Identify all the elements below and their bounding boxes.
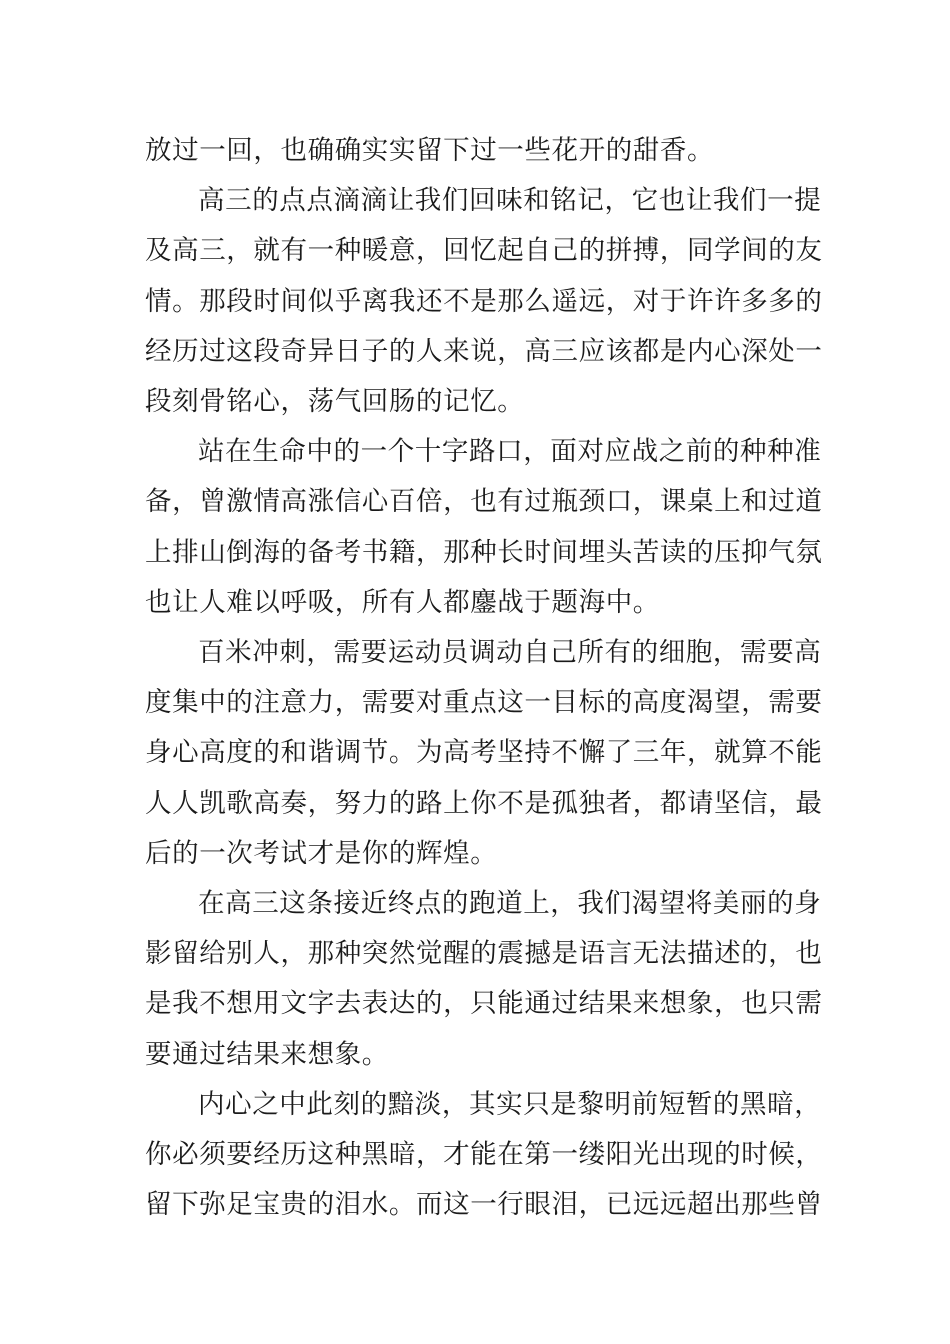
text-line: 上排山倒海的备考书籍，那种长时间埋头苦读的压抑气氛 (145, 536, 823, 568)
text-line: 站在生命中的一个十字路口，面对应战之前的种种准 (198, 436, 822, 468)
text-line: 在高三这条接近终点的跑道上，我们渴望将美丽的身 (198, 888, 822, 920)
paragraph-4 (145, 628, 823, 879)
text-line: 也让人难以呼吸，所有人都鏖战于题海中。 (145, 586, 660, 618)
text-line: 影留给别人，那种突然觉醒的震撼是语言无法描述的，也 (145, 938, 823, 970)
text-line: 是我不想用文字去表达的，只能通过结果来想象，也只需 (145, 988, 823, 1020)
text-line: 后的一次考试才是你的辉煌。 (145, 837, 498, 869)
essay-body (145, 126, 823, 1230)
paragraph-6 (145, 1080, 823, 1231)
text-line: 度集中的注意力，需要对重点这一目标的高度渴望，需要 (145, 687, 823, 719)
text-line: 内心之中此刻的黯淡，其实只是黎明前短暂的黑暗， (198, 1088, 822, 1120)
text-line: 留下弥足宝贵的泪水。而这一行眼泪，已远远超出那些曾 (145, 1189, 823, 1221)
paragraph-1 (145, 126, 807, 176)
text-line: 经历过这段奇异日子的人来说，高三应该都是内心深处一 (145, 335, 823, 367)
paragraph-2 (145, 176, 823, 427)
text-line: 身心高度的和谐调节。为高考坚持不懈了三年，就算不能 (145, 737, 823, 769)
text-line: 及高三，就有一种暖意，回忆起自己的拼搏，同学间的友 (145, 235, 823, 267)
text-line: 要通过结果来想象。 (145, 1038, 389, 1070)
text-line: 情。那段时间似乎离我还不是那么遥远，对于许许多多的 (145, 285, 823, 317)
text-line: 段刻骨铭心，荡气回肠的记忆。 (145, 386, 525, 418)
text-line: 你必须要经历这种黑暗，才能在第一缕阳光出现的时候， (145, 1139, 823, 1171)
text-line: 放过一回，也确确实实留下过一些花开的甜香。 (145, 135, 715, 166)
text-line: 人人凯歌高奏，努力的路上你不是孤独者，都请坚信，最 (145, 787, 823, 819)
paragraph-3 (145, 427, 823, 628)
text-line: 备，曾激情高涨信心百倍，也有过瓶颈口，课桌上和过道 (145, 486, 823, 518)
text-line: 高三的点点滴滴让我们回味和铭记，它也让我们一提 (198, 185, 822, 217)
text-line: 百米冲刺，需要运动员调动自己所有的细胞，需要高 (198, 637, 822, 669)
paragraph-5 (145, 879, 823, 1080)
